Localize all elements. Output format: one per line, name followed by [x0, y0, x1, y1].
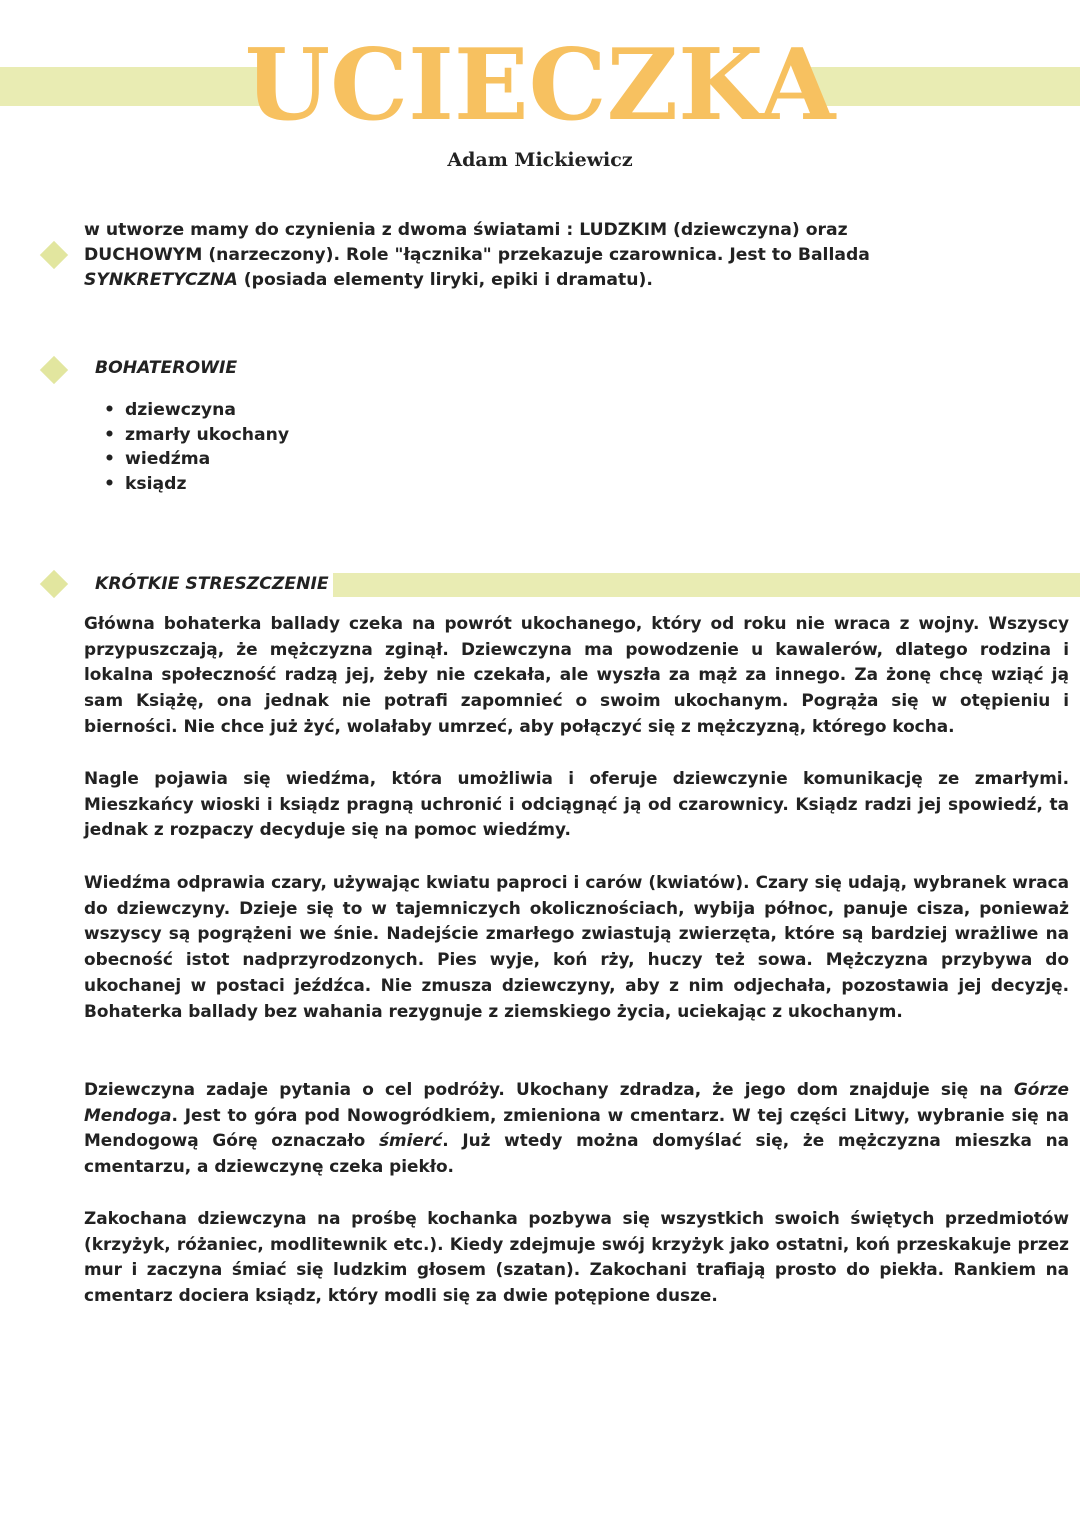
intro-italic-term: SYNKRETYCZNA — [84, 270, 238, 290]
summary-heading-bar — [333, 573, 1080, 597]
intro-text-part2: (posiada elementy liryki, epiki i dramatu). — [237, 270, 653, 290]
p4-text-a: Dziewczyna zadaje pytania o cel podróży. Ukochany zdradza, że jego dom znajduje się na — [84, 1079, 1014, 1099]
characters-list — [104, 398, 289, 496]
diamond-bullet-icon — [40, 356, 68, 384]
summary-paragraph-3: Wiedźma odprawia czary, używając kwiatu paproci i carów (kwiatów). Czary się udają, wybranek wraca do dziewczyny. Dzieje się to w tajemniczych okolicznościach, wybija północ, panuje cisza, ponieważ wszyscy są pogrążeni we śnie. Nadejście zmarłego zwiastują zwierzęta, które są bardziej wrażliwe na obecność istot nadprzyrodzonych. Pies wyje, koń rży, huczy też sowa. Mężczyzna przybywa do ukochanej w postaci jeźdźca. Nie zmusza dziewczyny, aby z nim odjechała, pozostawia jej decyzję. Bohaterka ballady bez wahania rezygnuje z ziemskiego życia, uciekając z ukochanym. — [84, 872, 1069, 1021]
p4-italic-2: śmierć — [378, 1130, 443, 1151]
summary-paragraph-2: Nagle pojawia się wiedźma, która umożliwia i oferuje dziewczynie komunikację ze zmarłymi. Mieszkańcy wioski i ksiądz pragną uchronić i odciągnąć ją od czarownicy. Ksiądz radzi jej spowiedź, ta jednak z rozpaczy decyduje się na pomoc wiedźmy. — [84, 768, 1069, 840]
summary-paragraph-5: Zakochana dziewczyna na prośbę kochanka pozbywa się wszystkich swoich świętych przedmiotów (krzyżyk, różaniec, modlitewnik etc.). Kiedy zdejmuje swój krzyżyk jako ostatni, koń przeskakuje przez mur i zaczyna śmiać się ludzkim głosem (szatan). Zakochani trafiają prosto do piekła. Rankiem na cmentarz dociera ksiądz, który modli się za dwie potępione dusze. — [84, 1208, 1069, 1306]
summary-paragraph-4 — [84, 1077, 1069, 1180]
diamond-bullet-icon — [40, 570, 68, 598]
list-item: • dziewczyna — [104, 398, 289, 423]
intro-paragraph — [84, 218, 964, 293]
intro-text-part1: w utworze mamy do czynienia z dwoma światami : LUDZKIM (dziewczyna) oraz DUCHOWYM (narzeczony). Role "łącznika" przekazuje czarownica. Jest to Ballada — [84, 220, 870, 265]
p4-text-c: . Już wtedy można domyślać się, że mężczyzna mieszka na cmentarzu, a dziewczynę czeka piekło. — [84, 1130, 1069, 1177]
list-item: • ksiądz — [104, 472, 289, 497]
characters-heading: BOHATEROWIE — [95, 358, 238, 378]
page-title: UCIECZKA — [244, 28, 836, 143]
diamond-bullet-icon — [40, 241, 68, 269]
p4-text-b: . Jest to góra pod Nowogródkiem, zmieniona w cmentarz. W tej części Litwy, wybranie się na Mendogową Górę oznaczało — [84, 1104, 1069, 1151]
list-item: • wiedźma — [104, 447, 289, 472]
summary-heading: KRÓTKIE STRESZCZENIE — [95, 574, 329, 594]
p4-italic-1: Górze Mendoga — [84, 1079, 1069, 1125]
list-item: • zmarły ukochany — [104, 423, 289, 448]
summary-paragraph-1: Główna bohaterka ballady czeka na powrót ukochanego, który od roku nie wraca z wojny. Wszyscy przypuszczają, że mężczyzna zginął. Dziewczyna ma powodzenie u kawalerów, dlatego rodzina i lokalna społeczność radzą jej, żeby nie czekała, ale wyszła za mąż za innego. Za żonę chcę wziąć ją sam Książę, ona jednak nie potrafi zapomnieć o swoim ukochanym. Pogrąża się w otępieniu i bierności. Nie chce już żyć, wolałaby umrzeć, aby połączyć się z mężczyzną, którego kocha. — [84, 613, 1069, 736]
author: Adam Mickiewicz — [447, 149, 633, 171]
